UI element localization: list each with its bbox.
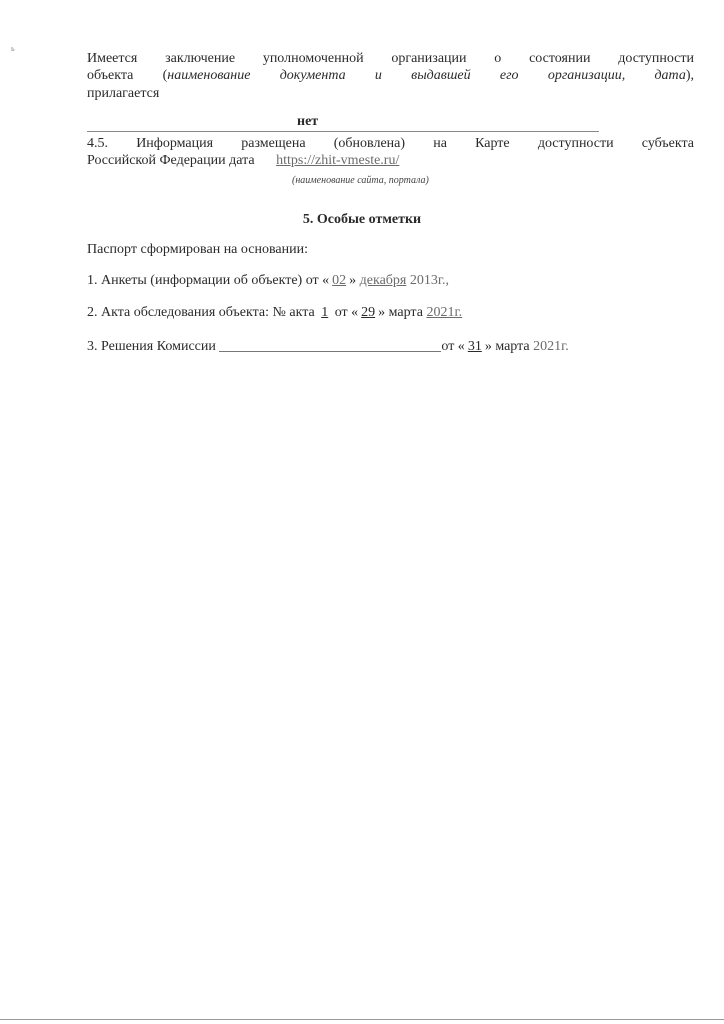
item-1-prefix: 1. Анкеты (информации об объекте) от « xyxy=(87,273,330,288)
conclusion-line-2 xyxy=(87,67,694,84)
commission-decision-blank xyxy=(219,337,441,352)
section-4-5-line-2 xyxy=(87,153,399,169)
conclusion-line-2-prefix: объекта ( xyxy=(87,68,168,83)
item-2-act-number: 1 xyxy=(321,305,329,320)
item-3-year: 2021г. xyxy=(533,339,569,354)
basis-item-1 xyxy=(87,273,449,289)
item-1-day: 02 xyxy=(332,273,347,288)
scan-edge-line xyxy=(0,1019,724,1020)
site-url: https://zhit-vmeste.ru/ xyxy=(276,153,400,168)
conclusion-line-3: прилагается xyxy=(87,86,160,101)
section-4-5-line-1: 4.5. Информация размещена (обновлена) на Карте доступности субъекта xyxy=(87,136,694,151)
item-2-day: 29 xyxy=(361,305,376,320)
basis-item-2 xyxy=(87,305,462,321)
site-caption: (наименование сайта, портала) xyxy=(292,175,429,186)
item-3-from: от « xyxy=(441,339,465,354)
item-3-month: » марта xyxy=(484,339,530,354)
item-2-prefix: 2. Акта обследования объекта: № акта xyxy=(87,305,315,320)
section-5-intro: Паспорт сформирован на основании: xyxy=(87,242,308,257)
item-1-quote: » xyxy=(349,273,357,288)
item-2-month: » марта xyxy=(378,305,423,320)
answer-line xyxy=(87,116,599,132)
answer-value: нет xyxy=(297,114,319,129)
item-2-year: 2021г. xyxy=(426,305,463,320)
conclusion-italic-note: наименование документа и выдавшей его организации, дата xyxy=(167,68,686,83)
conclusion-line-1: Имеется заключение уполномоченной организации о состоянии доступности xyxy=(87,51,694,66)
conclusion-line-2-suffix: ), xyxy=(685,68,694,83)
item-1-month: декабря xyxy=(359,273,407,288)
section-4-5-date-label: Российской Федерации дата xyxy=(87,153,255,168)
section-5-heading: 5. Особые отметки xyxy=(302,212,422,227)
item-3-prefix: 3. Решения Комиссии xyxy=(87,339,216,354)
basis-item-3 xyxy=(87,337,569,355)
corner-mark: ь xyxy=(11,44,15,53)
item-2-from: от « xyxy=(334,305,359,320)
item-3-day: 31 xyxy=(467,339,482,354)
item-1-year: 2013г., xyxy=(409,273,450,288)
